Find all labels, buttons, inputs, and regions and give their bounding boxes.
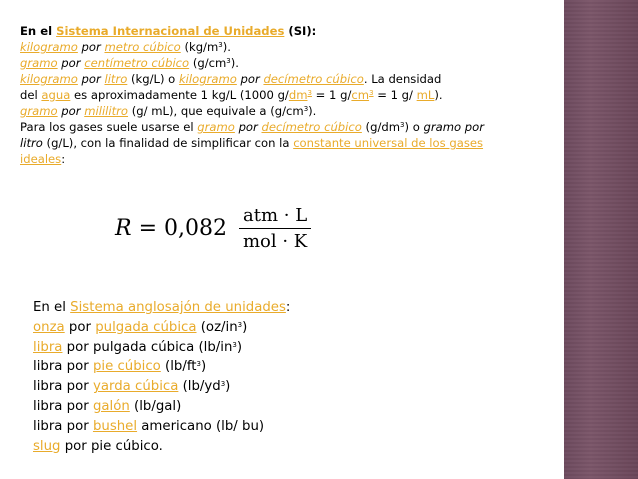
text: ). [230, 56, 239, 70]
link-yarda-cubica[interactable]: yarda cúbica [92, 379, 179, 395]
formula-denominator: mol · K [242, 231, 308, 252]
link-sistema-anglosajon[interactable]: Sistema anglosajón de unidades [70, 300, 286, 315]
text: libra por [33, 379, 93, 395]
text: (lb/ft [160, 359, 197, 375]
text: ). [308, 104, 317, 118]
text: es aproximadamente 1 kg/L (1000 g/ [70, 88, 289, 102]
text: (oz/in [196, 319, 238, 335]
link-slug[interactable]: slug [33, 438, 61, 454]
text: (g/ mL), que equivale a (g/cm [128, 104, 304, 118]
superscript: 3 [400, 121, 405, 129]
superscript: 3 [369, 89, 374, 97]
link-ideales[interactable]: ideales [20, 152, 62, 166]
link-ml[interactable]: mL [416, 88, 435, 102]
text: (lb/yd [178, 379, 221, 395]
text: por [236, 72, 264, 86]
text: : [61, 152, 66, 166]
link-decimetro-cubico[interactable]: decímetro cúbico [263, 72, 364, 86]
text: gramo por [423, 120, 485, 134]
link-litro[interactable]: litro [104, 72, 128, 86]
text: del [20, 88, 42, 102]
si-line-7 [20, 119, 550, 135]
anglo-line-8 [33, 437, 433, 457]
text: (g/dm [361, 120, 401, 134]
text: = 1 g/ [311, 88, 352, 102]
link-gramo[interactable]: gramo [20, 56, 58, 70]
text: ). [434, 88, 443, 102]
link-centimetro-cubico[interactable]: centímetro cúbico [84, 56, 190, 70]
link-metro-cubico[interactable]: metro cúbico [104, 40, 181, 54]
si-line-2 [20, 39, 550, 55]
link-gramo[interactable]: gramo [20, 104, 58, 118]
text: (lb/gal) [129, 398, 182, 414]
superscript: 3 [307, 89, 312, 97]
text: Para los gases suele usarse el [20, 120, 198, 134]
anglo-line-6 [33, 397, 433, 417]
decorative-sidebar [564, 0, 638, 479]
text: por [77, 40, 105, 54]
formula-equals: = 0,082 [131, 216, 227, 241]
gas-constant-formula [115, 205, 311, 252]
superscript: 3 [220, 380, 226, 389]
si-line-9 [20, 151, 550, 167]
si-line-8 [20, 135, 550, 151]
superscript: 3 [237, 320, 243, 329]
link-decimetro-cubico[interactable]: decímetro cúbico [261, 120, 362, 134]
anglo-density-list [33, 298, 433, 456]
link-kilogramo[interactable]: kilogramo [20, 72, 78, 86]
text: (g/L), con la finalidad de simplificar con la [42, 136, 294, 150]
text: = 1 g/ [373, 88, 417, 102]
text: por [57, 104, 85, 118]
anglo-line-5 [33, 377, 433, 397]
superscript: 3 [226, 57, 231, 65]
text: por [77, 72, 105, 86]
link-pulgada-cubica[interactable]: pulgada cúbica [95, 319, 197, 335]
anglo-line-4 [33, 357, 433, 377]
link-cm[interactable]: cm [351, 88, 370, 102]
link-libra[interactable]: libra [33, 339, 63, 355]
formula-numerator: atm · L [239, 205, 311, 229]
text: : [285, 300, 291, 315]
si-line-1 [20, 23, 550, 39]
text: ) [201, 359, 207, 375]
si-line-4 [20, 71, 550, 87]
link-kilogramo[interactable]: kilogramo [20, 40, 78, 54]
link-constante-universal-gases[interactable]: constante universal de los gases [293, 136, 484, 150]
text: ) [242, 319, 248, 335]
anglo-line-1 [33, 298, 433, 318]
formula-variable: R [115, 216, 132, 241]
text: (SI): [284, 24, 317, 38]
si-line-3 [20, 55, 550, 71]
text: (g/cm [189, 56, 227, 70]
text: . La densidad [363, 72, 442, 86]
text: ) [225, 379, 231, 395]
text: ). [222, 40, 231, 54]
link-dm[interactable]: dm [288, 88, 308, 102]
link-pie-cubico[interactable]: pie cúbico [92, 359, 161, 375]
text: En el [33, 300, 71, 315]
text: (kg/L) o [127, 72, 179, 86]
formula-lhs [115, 216, 227, 241]
superscript: 3 [218, 41, 223, 49]
anglo-line-3 [33, 338, 433, 358]
si-line-5 [20, 87, 550, 103]
link-onza[interactable]: onza [33, 319, 65, 335]
text: libra por [33, 398, 93, 414]
superscript: 3 [303, 105, 309, 113]
anglo-line-2 [33, 318, 433, 338]
si-line-6 [20, 103, 550, 119]
text: litro [20, 136, 43, 150]
text: por pulgada cúbica (lb/in [62, 339, 233, 355]
text: americano (lb/ bu) [137, 418, 265, 434]
text: libra por [33, 359, 93, 375]
link-bushel[interactable]: bushel [92, 418, 138, 434]
link-mililitro[interactable]: mililitro [84, 104, 129, 118]
link-gramo[interactable]: gramo [197, 120, 235, 134]
text: por [64, 319, 96, 335]
link-kilogramo[interactable]: kilogramo [178, 72, 237, 86]
link-galon[interactable]: galón [92, 398, 130, 414]
text: En el [20, 24, 57, 38]
formula-fraction [239, 205, 311, 252]
text: ) [236, 339, 243, 355]
text: ) o [404, 120, 424, 134]
text: libra por [33, 418, 93, 434]
text: por pie cúbico. [60, 438, 163, 454]
si-density-paragraph [20, 23, 550, 167]
text: por [234, 120, 262, 134]
link-agua[interactable]: agua [41, 88, 71, 102]
text: (kg/m [180, 40, 219, 54]
text: por [57, 56, 85, 70]
link-sistema-internacional[interactable]: Sistema Internacional de Unidades [56, 24, 285, 38]
anglo-line-7 [33, 417, 433, 437]
superscript: 3 [196, 360, 201, 369]
superscript: 3 [232, 340, 237, 349]
